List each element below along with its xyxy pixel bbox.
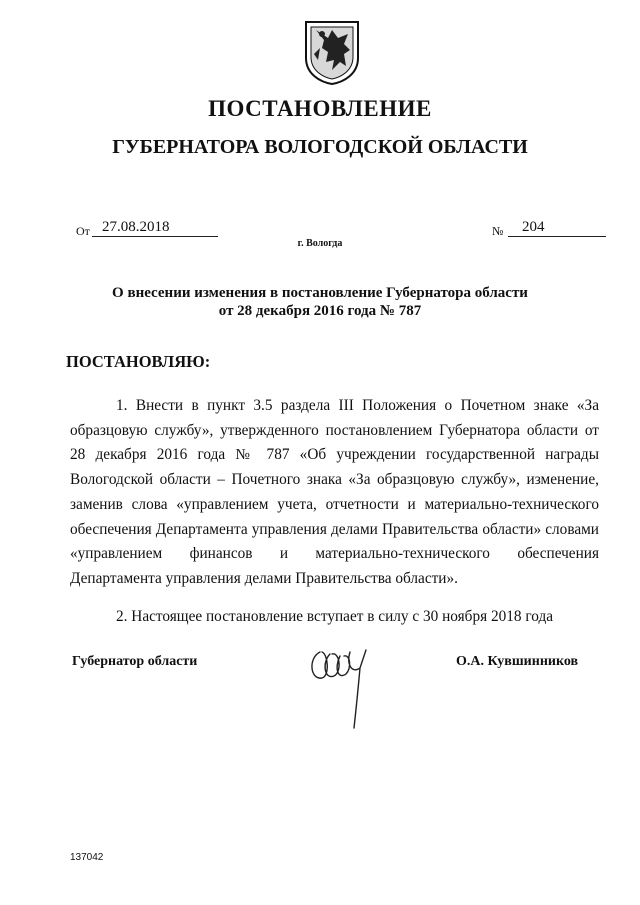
city-label: г. Вологда <box>297 238 343 249</box>
document-subject <box>80 284 560 320</box>
document-number: 204 <box>508 218 606 237</box>
document-code: 137042 <box>70 852 104 863</box>
paragraph-2: 2. Настоящее постановление вступает в силу с 30 ноября 2018 года <box>116 608 554 625</box>
document-title: ПОСТАНОВЛЕНИЕ <box>208 96 432 121</box>
signatory-position: Губернатор области <box>72 654 198 669</box>
subject-line-2: от 28 декабря 2016 года № 787 <box>218 303 422 319</box>
signatory-name: О.А. Кувшинников <box>456 654 579 669</box>
date-prefix: От <box>76 224 90 238</box>
handwritten-signature <box>300 640 380 732</box>
decree-word: ПОСТАНОВЛЯЮ: <box>66 352 211 371</box>
coat-of-arms-icon <box>302 18 362 86</box>
paragraph-1: 1. Внести в пункт 3.5 раздела III Положения о Почетном знаке «За образцовую службу», утвержденного постановлением Губернатора области от 28 декабря 2016 года № 787 «Об учреждении государственной награды Вологодской области – Почетного знака «За образцовую службу», изменение, заменив слова «управлением учета, отчетности и материально-технического обеспечения Департамента управления делами Правительства области» словами «управлением финансов и материально-технического обеспечения Департамента управления делами Правительства области». <box>70 397 599 587</box>
document-subtitle: ГУБЕРНАТОРА ВОЛОГОДСКОЙ ОБЛАСТИ <box>112 136 528 158</box>
subject-line-1: О внесении изменения в постановление Губернатора области <box>112 285 528 301</box>
number-prefix: № <box>492 224 504 238</box>
document-date: 27.08.2018 <box>92 218 218 237</box>
